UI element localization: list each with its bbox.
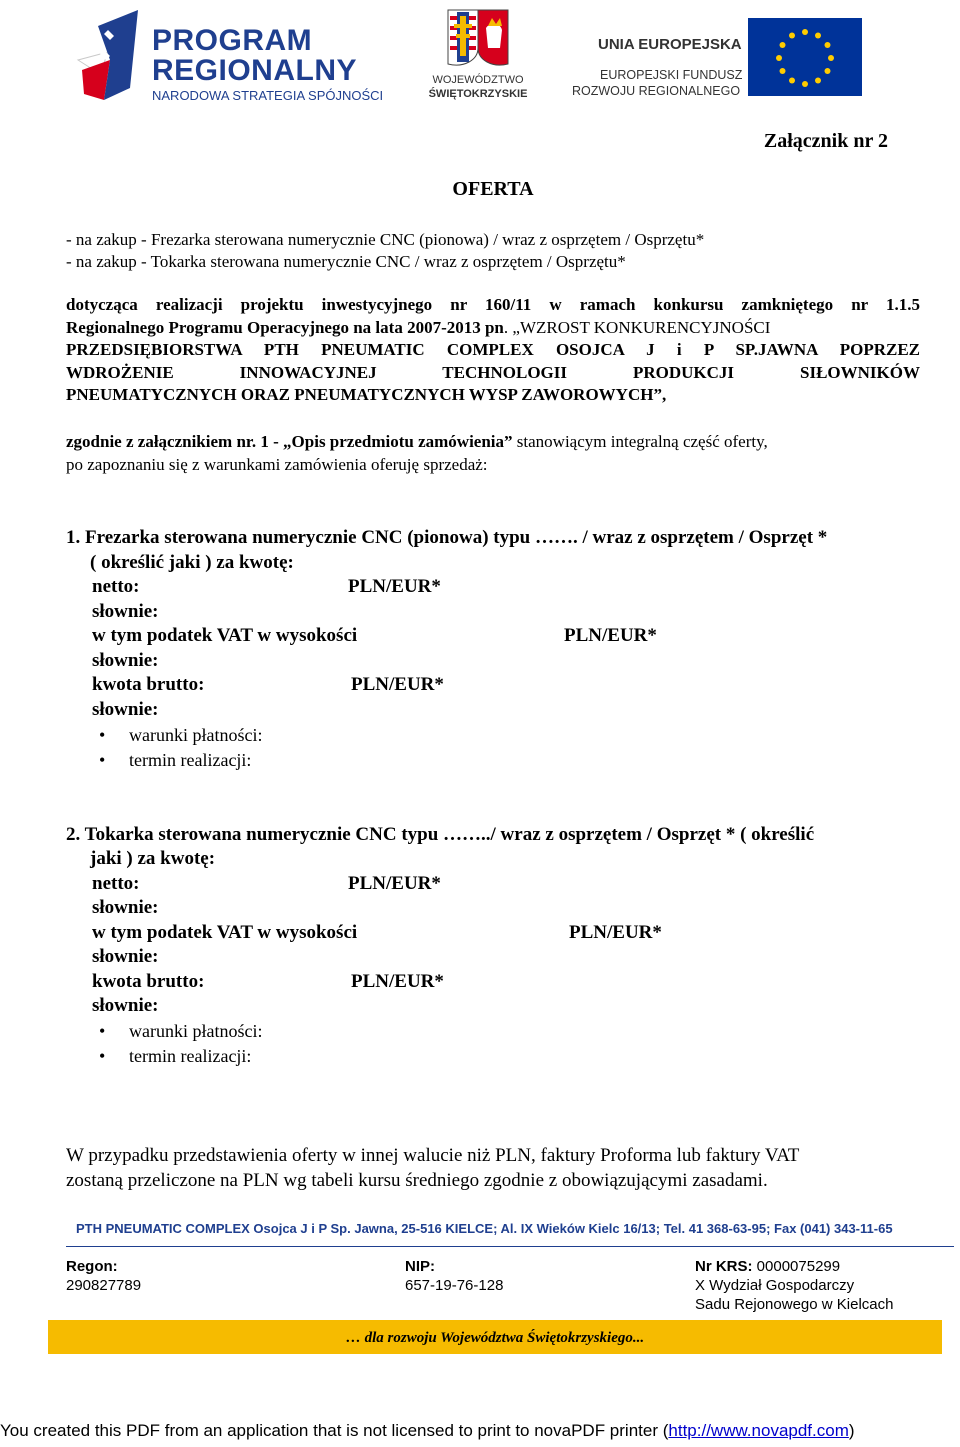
project-line-3: PRZEDSIĘBIORSTWA PTH PNEUMATIC COMPLEX OSOJCA J i P SP.JAWNA POPRZEZ bbox=[66, 340, 920, 359]
section-1-vat-currency: PLN/EUR* bbox=[564, 625, 657, 646]
purchase-line-lathe: - na zakup - Tokarka sterowana numerycznie CNC / wraz z osprzętem / Osprzętu* bbox=[66, 252, 626, 271]
project-line-1: dotycząca realizacji projektu inwestycyjnego nr 160/11 w ramach konkursu zamkniętego nr 1.1.5 bbox=[66, 295, 920, 314]
section-1-brutto-currency: PLN/EUR* bbox=[351, 674, 444, 695]
purchase-line-milling: - na zakup - Frezarka sterowana numerycznie CNC (pionowa) / wraz z osprzętem / Osprzętu* bbox=[66, 230, 705, 249]
voivodeship-logo-line1: WOJEWÓDZTWO bbox=[432, 74, 524, 86]
footer-divider bbox=[66, 1246, 954, 1247]
footer-company-address: PTH PNEUMATIC COMPLEX Osojca J i P Sp. Jawna, 25-516 KIELCE; Al. IX Wieków Kielc 16/13; Tel. 41 368-63-95; Fax (041) 343-11-65 bbox=[76, 1221, 893, 1236]
section-2-vat-currency: PLN/EUR* bbox=[569, 922, 662, 943]
according-line-1 bbox=[66, 432, 768, 452]
project-line-2-b: . „WZROST KONKURENCYJNOŚCI bbox=[503, 317, 771, 337]
section-1-payment-terms: • warunki płatności: bbox=[129, 725, 262, 746]
swietokrzyskie-voivodeship-logo bbox=[428, 8, 528, 108]
section-1-slownie-1: słownie: bbox=[92, 601, 159, 622]
section-2-netto-label: netto: bbox=[92, 873, 140, 894]
court-line-2: Sadu Rejonowego w Kielcach bbox=[695, 1296, 894, 1313]
novapdf-notice-end: ) bbox=[848, 1421, 855, 1440]
footer-krs bbox=[695, 1257, 893, 1314]
novapdf-link[interactable]: http://www.novapdf.com bbox=[668, 1421, 849, 1440]
footer-regon bbox=[66, 1257, 141, 1295]
section-2-payment-terms: • warunki płatności: bbox=[129, 1021, 262, 1042]
nip-label: NIP: bbox=[405, 1258, 435, 1275]
program-regionalny-logo bbox=[74, 8, 404, 108]
novapdf-notice-text: You created this PDF from an application that is not licensed to print to novaPDF printer ( bbox=[0, 1421, 669, 1440]
section-1-heading-line1: 1. Frezarka sterowana numerycznie CNC (pionowa) typu ……. / wraz z osprzętem / Osprzęt * bbox=[66, 527, 828, 548]
program-logo-line2: REGIONALNY bbox=[152, 54, 358, 87]
currency-conversion-note bbox=[66, 1144, 936, 1193]
voivodeship-logo-line2: ŚWIĘTOKRZYSKIE bbox=[428, 88, 528, 100]
document-title: OFERTA bbox=[452, 178, 534, 200]
according-bold: zgodnie z załącznikiem nr. 1 - „Opis przedmiotu zamówienia” bbox=[66, 432, 513, 451]
project-line-2 bbox=[66, 317, 920, 340]
krs-label: Nr KRS: bbox=[695, 1258, 753, 1275]
project-line-2-a: Regionalnego Programu Operacyjnego na lata 2007-2013 pn bbox=[66, 317, 504, 337]
section-1-netto-label: netto: bbox=[92, 576, 140, 597]
footer-nip bbox=[405, 1257, 503, 1295]
project-line-5: PNEUMATYCZNYCH ORAZ PNEUMATYCZNYCH WYSP ZAWOROWYCH”, bbox=[66, 385, 667, 404]
section-2-slownie-2: słownie: bbox=[92, 946, 159, 967]
section-1-vat-label: w tym podatek VAT w wysokości bbox=[92, 625, 358, 646]
section-1-brutto-label: kwota brutto: bbox=[92, 674, 205, 695]
eu-logo-line1: UNIA EUROPEJSKA bbox=[598, 36, 742, 53]
eu-logo-line3: ROZWOJU REGIONALNEGO bbox=[572, 84, 741, 98]
program-logo-line3: NARODOWA STRATEGIA SPÓJNOŚCI bbox=[152, 88, 384, 103]
project-line-4: WDROŻENIE INNOWACYJNEJ TECHNOLOGII PRODUKCJI SIŁOWNIKÓW bbox=[66, 362, 920, 382]
regon-label: Regon: bbox=[66, 1258, 118, 1275]
footer-slogan: … dla rozwoju Województwa Świętokrzyskiego... bbox=[345, 1330, 645, 1346]
according-normal: stanowiącym integralną część oferty, bbox=[512, 432, 768, 451]
eu-fund-logo bbox=[570, 16, 862, 100]
section-2-heading-line2: jaki ) za kwotę: bbox=[90, 848, 216, 869]
section-2-heading-line1: 2. Tokarka sterowana numerycznie CNC typu ……../ wraz z osprzętem / Osprzęt * ( określić bbox=[66, 824, 815, 845]
section-1-slownie-3: słownie: bbox=[92, 699, 159, 720]
coat-of-arms-icon bbox=[444, 8, 512, 72]
section-1-slownie-2: słownie: bbox=[92, 650, 159, 671]
according-line-2: po zapoznaniu się z warunkami zamówienia oferuję sprzedaż: bbox=[66, 455, 488, 474]
currency-note-line-2: zostaną przeliczone na PLN wg tabeli kursu średniego zgodnie z obowiązującymi zasadami. bbox=[66, 1169, 768, 1191]
regon-value: 290827789 bbox=[66, 1277, 142, 1294]
section-1-delivery-terms: • termin realizacji: bbox=[129, 750, 251, 771]
krs-value: 0000075299 bbox=[752, 1258, 841, 1275]
attachment-label: Załącznik nr 2 bbox=[763, 130, 888, 152]
section-2-brutto-label: kwota brutto: bbox=[92, 971, 205, 992]
section-2-slownie-1: słownie: bbox=[92, 897, 159, 918]
novapdf-notice bbox=[0, 1421, 855, 1441]
section-2-brutto-currency: PLN/EUR* bbox=[351, 971, 444, 992]
currency-note-line-1: W przypadku przedstawienia oferty w innej walucie niż PLN, faktury Proforma lub faktury VAT bbox=[66, 1145, 800, 1166]
nip-value: 657-19-76-128 bbox=[405, 1277, 504, 1294]
section-2-delivery-terms: • termin realizacji: bbox=[129, 1046, 251, 1067]
eu-logo-line2: EUROPEJSKI FUNDUSZ bbox=[600, 68, 743, 82]
section-1-netto-currency: PLN/EUR* bbox=[348, 576, 441, 597]
court-line-1: X Wydział Gospodarczy bbox=[695, 1277, 855, 1294]
section-1-heading-line2: ( określić jaki ) za kwotę: bbox=[90, 552, 294, 573]
section-2-vat-label: w tym podatek VAT w wysokości bbox=[92, 922, 358, 943]
project-description bbox=[66, 294, 920, 407]
section-2-slownie-3: słownie: bbox=[92, 995, 159, 1016]
program-logo-line1: PROGRAM bbox=[152, 24, 313, 57]
eu-flag-icon bbox=[748, 18, 862, 96]
section-2-netto-currency: PLN/EUR* bbox=[348, 873, 441, 894]
